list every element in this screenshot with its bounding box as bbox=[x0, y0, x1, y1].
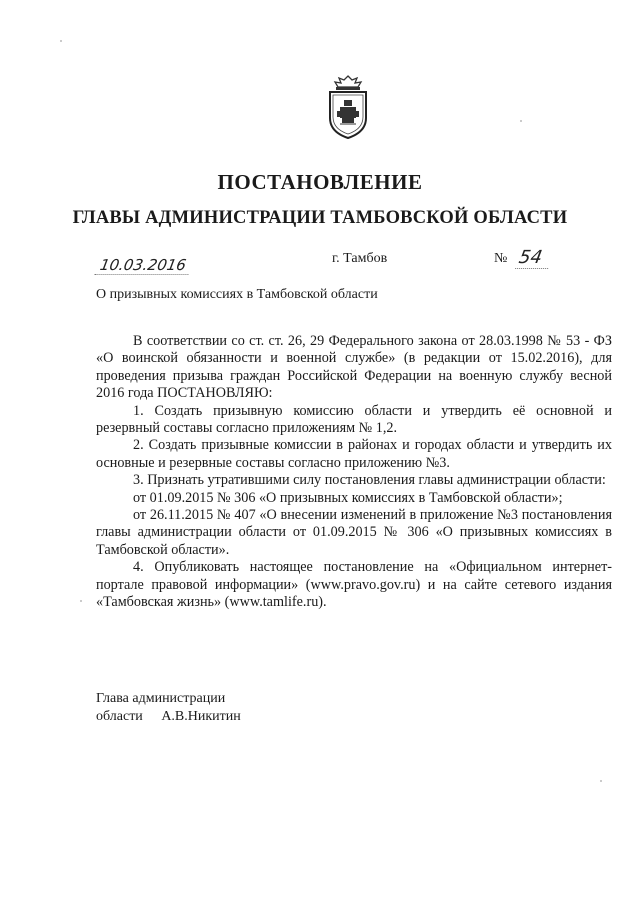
signatory-name: А.В.Никитин bbox=[161, 708, 241, 724]
signature-position: Глава администрации bbox=[96, 691, 226, 706]
signature-block bbox=[96, 690, 241, 725]
preamble-paragraph: В соответствии со ст. ст. 26, 29 Федерального закона от 28.03.1998 № 53 - ФЗ «О воинской обязанности и военной службе» (в редакции от 15.02.2016), для проведения призыва граждан Российской Федерации на военную службу весной 2016 года ПОСТАНОВЛЯЮ: bbox=[96, 333, 612, 402]
scan-speck bbox=[600, 780, 602, 782]
document-city: г. Тамбов bbox=[332, 251, 388, 266]
document-subtitle: ГЛАВЫ АДМИНИСТРАЦИИ ТАМБОВСКОЙ ОБЛАСТИ bbox=[72, 208, 568, 228]
document-number-label: № bbox=[494, 251, 508, 266]
item-3b-paragraph: от 26.11.2015 № 407 «О внесении изменений в приложение №3 постановления главы администрации области от 01.09.2015 № 306 «О призывных комиссиях в Тамбовской области». bbox=[96, 507, 612, 558]
document-date: 10.03.2016 bbox=[94, 256, 191, 275]
signature-region: области bbox=[96, 708, 143, 724]
signature-row bbox=[96, 708, 241, 726]
item-3-paragraph: 3. Признать утратившими силу постановления главы администрации области: bbox=[133, 472, 606, 489]
item-1-paragraph: 1. Создать призывную комиссию области и утвердить её основной и резервный составы согласно приложениям № 1,2. bbox=[96, 402, 612, 437]
coat-of-arms-icon bbox=[325, 74, 371, 140]
document-number: 54 bbox=[515, 247, 552, 269]
item-4-paragraph: 4. Опубликовать настоящее постановление на «Официальном интернет-портале правовой информации» (www.pravo.gov.ru) и на сайте сетевого издания «Тамбовская жизнь» (www.tamlife.ru). bbox=[96, 559, 612, 611]
scan-speck bbox=[520, 120, 522, 122]
item-3a-paragraph: от 01.09.2015 № 306 «О призывных комиссиях в Тамбовской области»; bbox=[133, 489, 563, 506]
scan-speck bbox=[60, 40, 62, 42]
scan-speck bbox=[80, 600, 82, 602]
item-2-paragraph: 2. Создать призывные комиссии в районах и городах области и утвердить их основные и резервные составы согласно приложению №3. bbox=[96, 437, 612, 471]
document-body bbox=[96, 333, 612, 612]
document-title: ПОСТАНОВЛЕНИЕ bbox=[217, 170, 423, 194]
document-subject: О призывных комиссиях в Тамбовской области bbox=[96, 287, 378, 302]
